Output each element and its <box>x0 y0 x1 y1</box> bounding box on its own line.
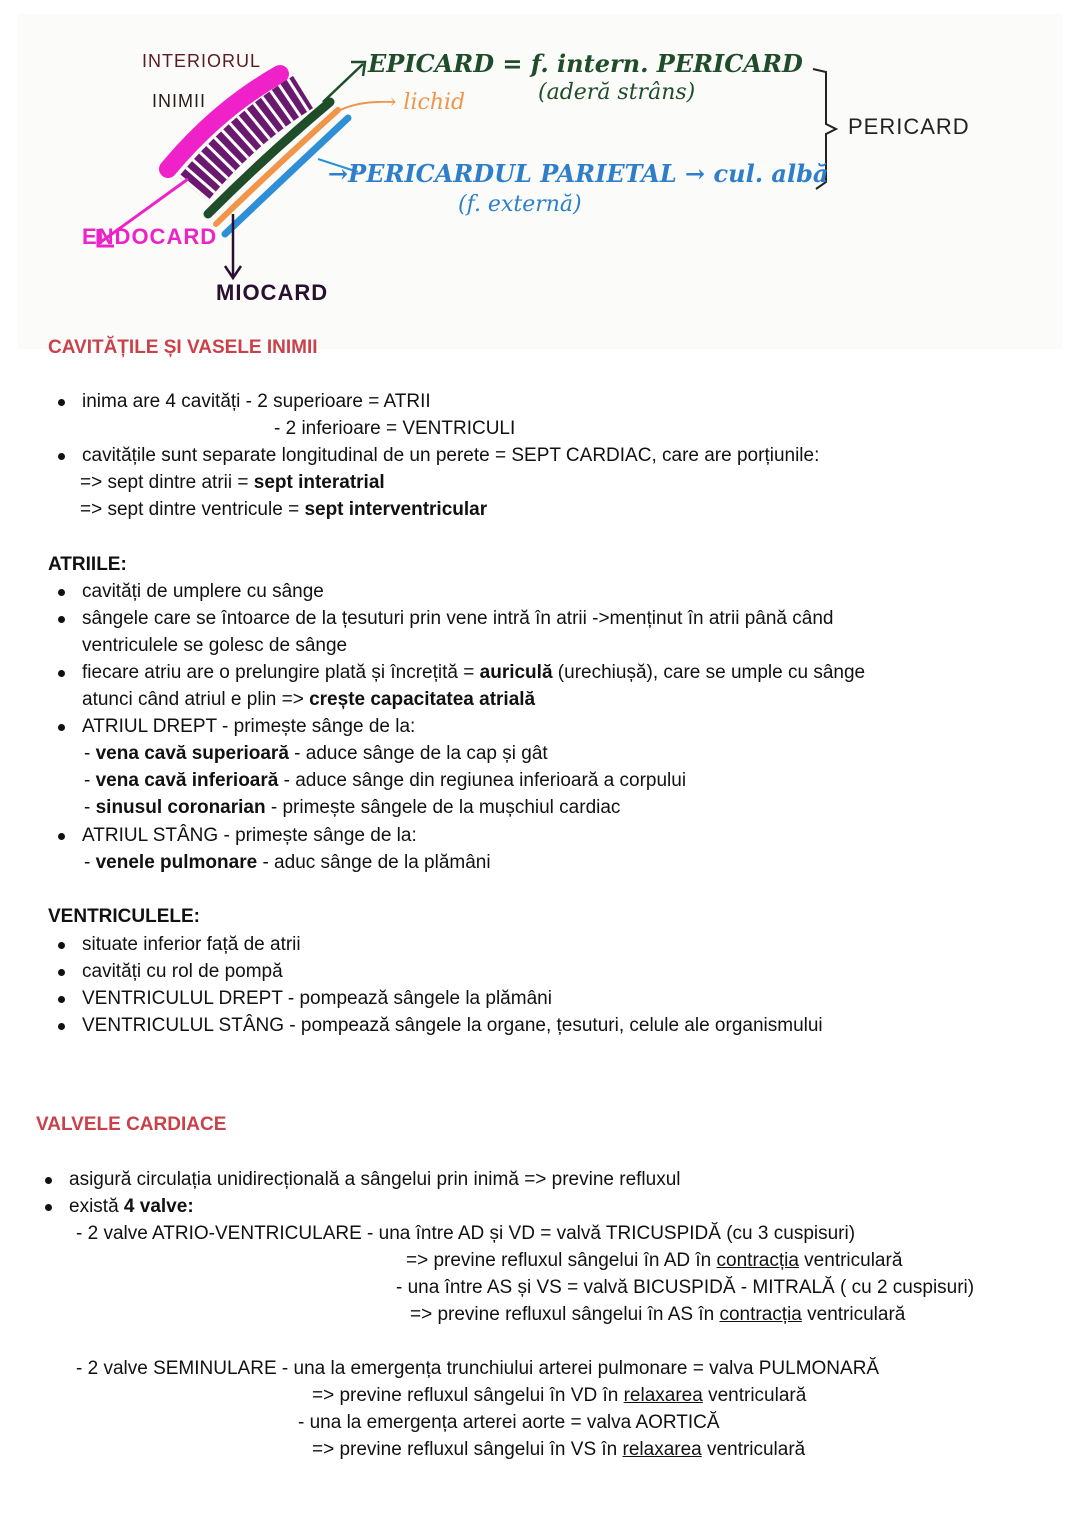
sub-item: - vena cavă superioară - aduce sânge de la cap și gât <box>84 743 548 764</box>
text: => previne refluxul sângelui în VS în <box>312 1439 623 1460</box>
sept-interventricular-term: sept interventricular <box>304 499 488 520</box>
list-item: ATRIUL STÂNG - primește sânge de la: <box>82 822 417 849</box>
term: contracția <box>719 1304 802 1325</box>
text: - aduce sânge de la cap și gât <box>288 743 548 764</box>
text: => previne refluxul sângelui în AD în <box>406 1250 717 1271</box>
list-item-continuation <box>82 686 535 713</box>
term: vena cavă superioară <box>95 743 289 764</box>
term: sinusul coronarian <box>95 797 266 818</box>
text: - aduc sânge de la plămâni <box>257 852 491 873</box>
endocard-label: ENDOCARD <box>82 224 218 249</box>
miocard-label: MIOCARD <box>216 280 329 305</box>
text: atunci când atriul e plin => <box>82 689 310 710</box>
text: există <box>69 1196 124 1217</box>
sept-interventricular-prefix: => sept dintre ventricule = <box>80 499 305 520</box>
pericard-label: PERICARD <box>848 114 970 139</box>
list-item <box>82 659 865 686</box>
section-title-valve: VALVELE CARDIACE <box>36 1114 227 1135</box>
valve-mitral-line: - una între AS și VS = valvă BICUSPIDĂ - MITRALĂ ( cu 2 cuspisuri) <box>396 1277 975 1298</box>
valve-av-line: - 2 valve ATRIO-VENTRICULARE - una între AD și VD = valvă TRICUSPIDĂ (cu 3 cuspisuri) <box>76 1223 856 1244</box>
list-item: VENTRICULUL DREPT - pompează sângele la plămâni <box>82 985 552 1012</box>
interior-label-line2: INIMII <box>152 91 206 111</box>
list-item: situate inferior față de atrii <box>82 931 301 958</box>
valve-av-effect <box>406 1247 902 1274</box>
pericard-parietal-note: (f. externă) <box>458 192 582 217</box>
term: contracția <box>716 1250 799 1271</box>
list-item-continuation: - 2 inferioare = VENTRICULI <box>274 418 516 439</box>
list-item: VENTRICULUL STÂNG - pompează sângele la organe, țesuturi, celule ale organismului <box>82 1012 823 1039</box>
term: vena cavă inferioară <box>95 770 279 791</box>
list-item: cavități cu rol de pompă <box>82 958 283 985</box>
text: - aduce sânge din regiunea inferioară a corpului <box>278 770 687 791</box>
subsection-title-atrii: ATRIILE: <box>48 554 127 575</box>
valve-aortica-line: - una la emergența arterei aorte = valva AORTICĂ <box>298 1412 720 1433</box>
valve-count: 4 valve: <box>123 1196 194 1217</box>
sept-interatrial-line <box>80 469 385 496</box>
pericard-parietal-label: →PERICARDUL PARIETAL → cul. albă <box>328 159 829 188</box>
subsection-title-ventricule: VENTRICULELE: <box>48 906 200 927</box>
text: ventriculară <box>702 1385 807 1406</box>
list-item: cavități de umplere cu sânge <box>82 578 324 605</box>
epicard-label: EPICARD = f. intern. PERICARD <box>368 49 803 78</box>
capacitate-term: crește capacitatea atrială <box>309 689 536 710</box>
list-item: sângele care se întoarce de la țesuturi prin vene intră în atrii ->menținut în atrii până când <box>82 605 833 632</box>
list-item: asigură circulația unidirecțională a sângelui prin inimă => previne refluxul <box>69 1166 681 1193</box>
text: (urechiușă), care se umple cu sânge <box>552 662 866 683</box>
sept-interatrial-term: sept interatrial <box>253 472 385 493</box>
sept-interventricular-line <box>80 496 487 523</box>
text: ventriculară <box>801 1304 906 1325</box>
valve-mitral-effect <box>410 1301 905 1328</box>
valve-aortica-effect <box>312 1436 805 1463</box>
text: => previne refluxul sângelui în AS în <box>410 1304 720 1325</box>
text: => previne refluxul sângelui în VD în <box>312 1385 624 1406</box>
sub-item: - sinusul coronarian - primește sângele de la mușchiul cardiac <box>84 797 621 818</box>
text: ventriculară <box>798 1250 903 1271</box>
list-item: ATRIUL DREPT - primește sânge de la: <box>82 713 415 740</box>
valve-pulmonara-effect <box>312 1382 806 1409</box>
epicard-note: (aderă strâns) <box>538 80 696 105</box>
valve-seminulare-line: - 2 valve SEMINULARE - una la emergența trunchiului arterei pulmonare = valva PULMONARĂ <box>76 1358 880 1379</box>
sub-item: - venele pulmonare - aduc sânge de la plămâni <box>84 852 491 873</box>
list-item: cavitățile sunt separate longitudinal de un perete = SEPT CARDIAC, care are porțiunile: <box>82 442 819 469</box>
text: ventriculară <box>701 1439 806 1460</box>
sept-interatrial-prefix: => sept dintre atrii = <box>80 472 254 493</box>
sub-item: - vena cavă inferioară - aduce sânge din regiunea inferioară a corpului <box>84 770 687 791</box>
auricula-term: auriculă <box>479 662 553 683</box>
term: relaxarea <box>623 1385 703 1406</box>
lichid-label: → lichid <box>378 90 466 115</box>
text: fiecare atriu are o prelungire plată și încrețită = <box>82 662 480 683</box>
list-item: inima are 4 cavități - 2 superioare = ATRII <box>82 388 431 415</box>
list-item <box>69 1193 194 1220</box>
list-item-continuation: ventriculele se golesc de sânge <box>82 635 348 656</box>
heart-wall-diagram <box>18 14 1062 349</box>
term: relaxarea <box>622 1439 702 1460</box>
interior-label-line1: INTERIORUL <box>142 51 262 71</box>
text: - primește sângele de la mușchiul cardiac <box>265 797 621 818</box>
term: venele pulmonare <box>95 852 258 873</box>
section-title-cavitati: CAVITĂȚILE ȘI VASELE INIMII <box>48 337 318 358</box>
